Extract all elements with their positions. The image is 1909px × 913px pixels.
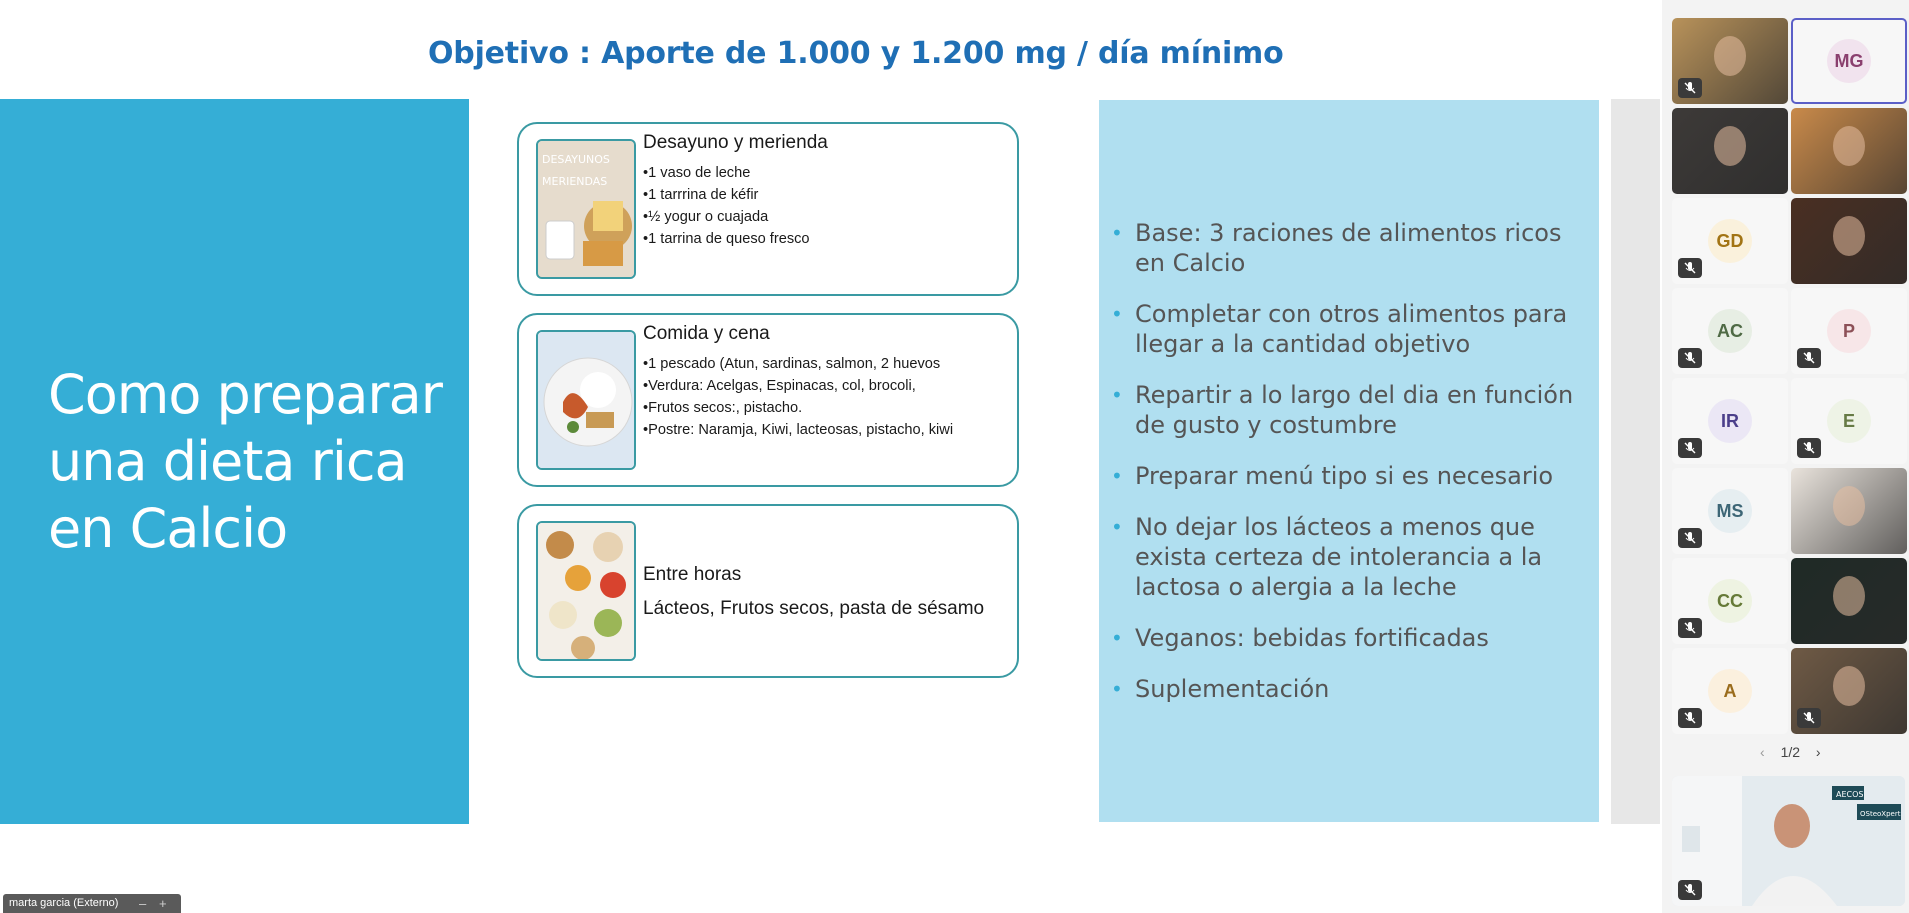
avatar: A	[1708, 669, 1752, 713]
plus-icon[interactable]: +	[159, 896, 167, 911]
mic-muted-icon	[1678, 708, 1702, 728]
minus-icon[interactable]: –	[139, 896, 147, 911]
card-comida	[517, 313, 1019, 487]
bullet-item: • Preparar menú tipo si es necesario	[1111, 461, 1591, 491]
card-title: Desayuno y merienda	[643, 132, 828, 153]
slide-edge	[1611, 99, 1660, 824]
presenter-name: marta garcia (Externo)	[9, 897, 119, 909]
page-indicator: 1/2	[1780, 744, 1801, 760]
avatar: AC	[1708, 309, 1752, 353]
participant-tile-cc[interactable]	[1672, 558, 1788, 644]
card-items	[643, 162, 810, 250]
avatar: E	[1827, 399, 1871, 443]
mic-muted-icon	[1678, 880, 1702, 900]
chevron-left-icon[interactable]: ‹	[1760, 744, 1765, 760]
participant-face	[1833, 216, 1865, 256]
card-item: • 1 tarrrina de kéfir	[643, 184, 810, 206]
card-item: • ½ yogur o cuajada	[643, 206, 810, 228]
avatar: IR	[1708, 399, 1752, 443]
mic-muted-icon	[1797, 348, 1821, 368]
thumb-text: DESAYUNOS	[542, 153, 610, 166]
participant-tile-gd[interactable]	[1672, 198, 1788, 284]
right-panel	[1099, 100, 1599, 822]
participant-face	[1714, 126, 1746, 166]
logo-text-2: OSteoXpert	[1860, 810, 1901, 818]
bullet-item: • Suplementación	[1111, 674, 1591, 704]
mic-muted-icon	[1678, 438, 1702, 458]
card-title: Comida y cena	[643, 323, 770, 344]
card-item: • Frutos secos:, pistacho.	[643, 397, 953, 419]
participant-video-tile[interactable]	[1791, 558, 1907, 644]
bullet-item: • Completar con otros alimentos para llegar a la cantidad objetivo	[1111, 299, 1591, 359]
participant-tile-p[interactable]	[1791, 288, 1907, 374]
participant-video-tile[interactable]	[1791, 648, 1907, 734]
participant-video-tile[interactable]	[1791, 198, 1907, 284]
participant-video-tile[interactable]	[1791, 468, 1907, 554]
card-item: • Postre: Naramja, Kiwi, lacteosas, pistacho, kiwi	[643, 419, 953, 441]
bullet-item: • No dejar los lácteos a menos que exista certeza de intolerancia a la lactosa o alergia a la leche	[1111, 512, 1591, 602]
mic-muted-icon	[1678, 258, 1702, 278]
bullet-item: • Veganos: bebidas fortificadas	[1111, 623, 1591, 653]
avatar: MS	[1708, 489, 1752, 533]
card-item: • Verdura: Acelgas, Espinacas, col, brocoli,	[643, 375, 953, 397]
card-entre-horas	[517, 504, 1019, 678]
left-heading: Como preparar una dieta rica en Calcio	[48, 363, 442, 560]
card-item: • 1 vaso de leche	[643, 162, 810, 184]
chevron-right-icon[interactable]: ›	[1815, 744, 1821, 760]
avatar: CC	[1708, 579, 1752, 623]
participant-tile-ac[interactable]	[1672, 288, 1788, 374]
card-item: • 1 pescado (Atun, sardinas, salmon, 2 huevos	[643, 353, 953, 375]
speaker-video[interactable]	[1672, 776, 1905, 906]
mic-muted-icon	[1797, 438, 1821, 458]
participant-face	[1833, 576, 1865, 616]
participant-face	[1833, 486, 1865, 526]
card-item: • 1 tarrina de queso fresco	[643, 228, 810, 250]
lunch-image	[536, 330, 636, 470]
mic-muted-icon	[1678, 618, 1702, 638]
pager	[1754, 744, 1827, 760]
avatar: GD	[1708, 219, 1752, 263]
snacks-image	[536, 521, 636, 661]
participant-tile-mg[interactable]	[1791, 18, 1907, 104]
card-items	[643, 353, 953, 441]
participant-video-tile[interactable]	[1791, 108, 1907, 194]
participant-tile-e[interactable]	[1791, 378, 1907, 464]
participant-face	[1833, 666, 1865, 706]
mic-muted-icon	[1678, 348, 1702, 368]
avatar: MG	[1827, 39, 1871, 83]
presenter-label[interactable]	[3, 894, 181, 913]
participant-tile-ir[interactable]	[1672, 378, 1788, 464]
svg-text:MERIENDAS: MERIENDAS	[542, 175, 608, 188]
bullet-item: • Base: 3 raciones de alimentos ricos en Calcio	[1111, 218, 1591, 278]
mic-muted-icon	[1678, 528, 1702, 548]
card-text: Lácteos, Frutos secos, pasta de sésamo	[643, 598, 985, 619]
participant-video-tile[interactable]	[1672, 18, 1788, 104]
logo-text: AECOS	[1836, 790, 1864, 799]
breakfast-image	[536, 139, 636, 279]
bullet-list	[1111, 218, 1591, 725]
left-panel	[0, 99, 469, 824]
mic-muted-icon	[1797, 708, 1821, 728]
slide-title: Objetivo : Aporte de 1.000 y 1.200 mg / día mínimo	[428, 36, 1284, 71]
participant-face	[1833, 126, 1865, 166]
mic-muted-icon	[1678, 78, 1702, 98]
bullet-item: • Repartir a lo largo del dia en función de gusto y costumbre	[1111, 380, 1591, 440]
participant-tile-a[interactable]	[1672, 648, 1788, 734]
card-desayuno	[517, 122, 1019, 296]
card-title: Entre horas	[643, 564, 742, 585]
participant-video-tile[interactable]	[1672, 108, 1788, 194]
participant-tile-ms[interactable]	[1672, 468, 1788, 554]
avatar: P	[1827, 309, 1871, 353]
participant-face	[1714, 36, 1746, 76]
